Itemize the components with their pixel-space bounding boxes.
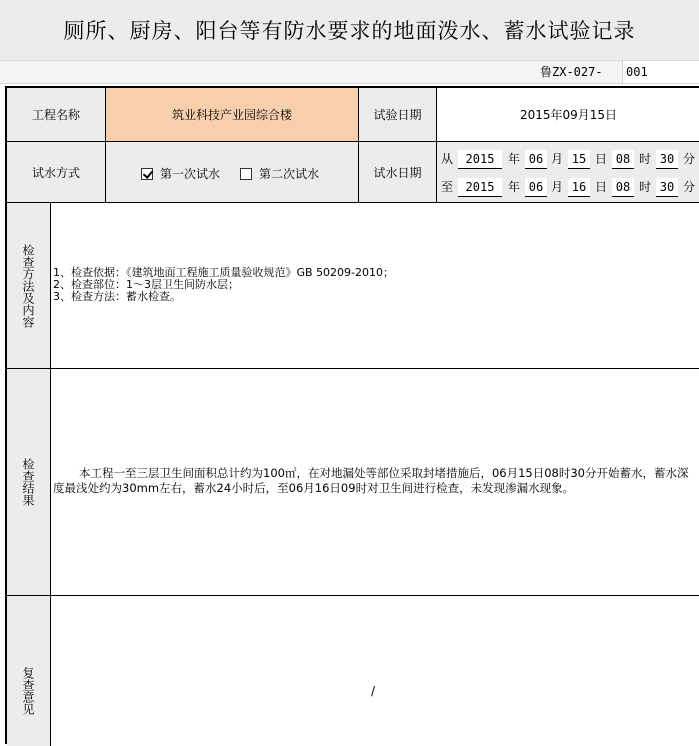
test-method-label: 试水方式 bbox=[7, 142, 106, 203]
inspection-method-label-text: 检查方法及内容 bbox=[21, 243, 35, 328]
project-name-label: 工程名称 bbox=[7, 88, 106, 142]
first-test-label: 第一次试水 bbox=[160, 167, 221, 181]
first-test-option[interactable] bbox=[141, 165, 220, 182]
test-method-options bbox=[106, 142, 359, 203]
to-hour[interactable]: 08 bbox=[612, 178, 634, 197]
inspection-result-label bbox=[7, 369, 51, 596]
inspection-line-1: 1、检查依据：《建筑地面工程施工质量验收规范》GB 50209-2010； bbox=[53, 266, 395, 279]
first-test-checkbox[interactable] bbox=[141, 168, 153, 180]
minute-unit: 分 bbox=[683, 152, 696, 166]
month-unit: 月 bbox=[551, 152, 564, 166]
hour-unit: 时 bbox=[639, 180, 652, 194]
year-unit: 年 bbox=[508, 180, 521, 194]
review-label-text: 复查意见 bbox=[21, 667, 35, 715]
inspection-result-text: 本工程一至三层卫生间面积总计约为100㎡，在对地漏处等部位采取封堵措施后，06月15日08时30分开始蓄水，蓄水深度最浅处约为30mm左右，蓄水24小时后，至06月16日09时对卫生间进行检查，未发现渗漏水现象。 bbox=[53, 466, 689, 495]
month-unit: 月 bbox=[551, 180, 564, 194]
from-day[interactable]: 15 bbox=[568, 150, 590, 169]
test-date-label: 试验日期 bbox=[359, 88, 437, 142]
form-code-value[interactable]: 001 bbox=[622, 61, 699, 83]
to-minute[interactable]: 30 bbox=[656, 178, 678, 197]
day-unit: 日 bbox=[595, 152, 608, 166]
page-title: 厕所、厨房、阳台等有防水要求的地面泼水、蓄水试验记录 bbox=[0, 0, 699, 60]
inspection-result-label-text: 检查结果 bbox=[21, 458, 35, 506]
from-month[interactable]: 06 bbox=[525, 150, 547, 169]
year-unit: 年 bbox=[508, 152, 521, 166]
second-test-checkbox[interactable] bbox=[240, 168, 252, 180]
review-value: / bbox=[371, 684, 376, 698]
inspection-method-label bbox=[7, 203, 51, 369]
project-name-value[interactable]: 筑业科技产业园综合楼 bbox=[106, 88, 359, 142]
second-test-option[interactable] bbox=[240, 165, 319, 182]
minute-unit: 分 bbox=[683, 180, 696, 194]
review-content[interactable] bbox=[51, 596, 699, 746]
hour-unit: 时 bbox=[639, 152, 652, 166]
water-date-label: 试水日期 bbox=[359, 142, 437, 203]
to-month[interactable]: 06 bbox=[525, 178, 547, 197]
from-hour[interactable]: 08 bbox=[612, 150, 634, 169]
test-date-value[interactable]: 2015年09月15日 bbox=[437, 88, 699, 142]
inspection-line-2: 2、检查部位：1～3层卫生间防水层； bbox=[53, 278, 239, 291]
review-label bbox=[7, 596, 51, 746]
inspection-method-content[interactable] bbox=[51, 203, 699, 369]
inspection-result-content[interactable] bbox=[51, 369, 699, 596]
from-label: 从 bbox=[441, 152, 454, 166]
record-table bbox=[5, 86, 699, 744]
to-day[interactable]: 16 bbox=[568, 178, 590, 197]
water-date-range bbox=[437, 142, 699, 203]
to-label: 至 bbox=[441, 180, 454, 194]
inspection-line-3: 3、检查方法：蓄水检查。 bbox=[53, 290, 181, 303]
from-year[interactable]: 2015 bbox=[458, 150, 502, 169]
to-year[interactable]: 2015 bbox=[458, 178, 502, 197]
from-minute[interactable]: 30 bbox=[656, 150, 678, 169]
second-test-label: 第二次试水 bbox=[259, 167, 320, 181]
form-code-label: 鲁ZX-027- bbox=[540, 65, 603, 79]
day-unit: 日 bbox=[595, 180, 608, 194]
